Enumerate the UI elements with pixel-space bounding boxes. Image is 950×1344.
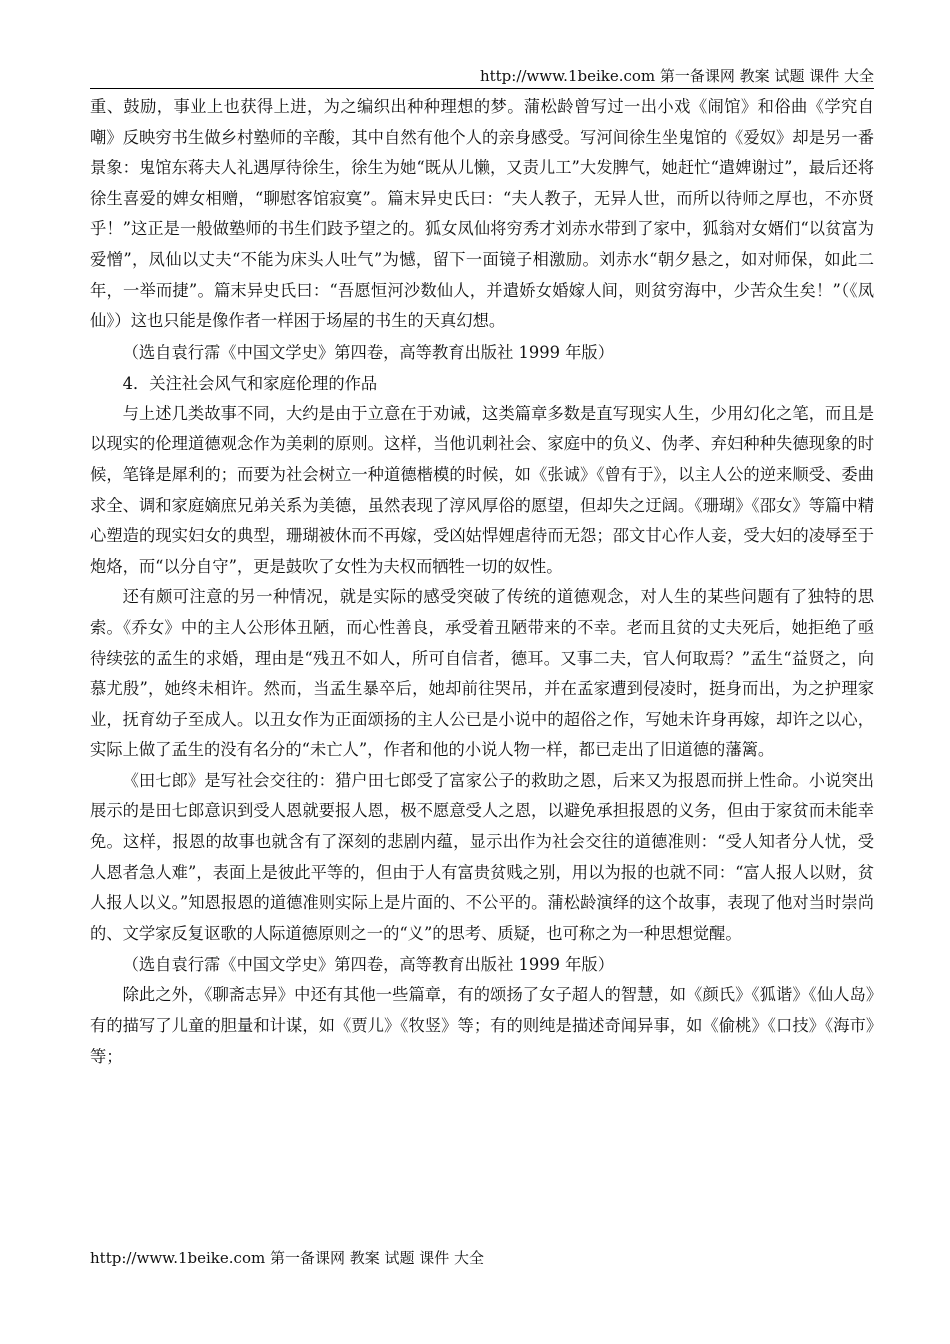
section-heading: 4．关注社会风气和家庭伦理的作品 (122, 373, 378, 393)
page-header: http://www.1beike.com 第一备课网 教案 试题 课件 大全 (479, 67, 874, 85)
paragraph-other-works: 除此之外，《聊斋志异》中还有其他一些篇章，有的颂扬了女子超人的智慧，如《颜氏》《狐谐》《仙人岛》有的描写了儿童的胆量和计谋，如《贾儿》《牧竖》等；有的则纯是描述奇闻异事，如《偷桃》《口技》《海市》等； (90, 985, 874, 1066)
paragraph-continued: 重、鼓励，事业上也获得上进，为之编织出种种理想的梦。蒲松龄曾写过一出小戏《闹馆》和俗曲《学究自嘲》反映穷书生做乡村塾师的辛酸，其中自然有他个人的亲身感受。写河间徐生坐鬼馆的《爱奴》却是另一番景象：鬼馆东蒋夫人礼遇厚待徐生，徐生为她“既从儿懒，又责儿工”大发脾气，她赶忙“遣婢谢过”，最后还将徐生喜爱的婢女相赠，“聊慰客馆寂寞”。篇末异史氏曰：“夫人教子，无异人世，而所以待师之厚也，不亦贤乎！”这正是一般做塾师的书生们跂予望之的。狐女凤仙将穷秀才刘赤水带到了家中，狐翁对女婿们“以贫富为爱憎”，凤仙以丈夫“不能为床头人吐气”为憾，留下一面镜子相激励。刘赤水“朝夕悬之，如对师保，如此二年，一举而捷”。篇末异史氏曰：“吾愿恒河沙数仙人，并遣娇女婚嫁人间，则贫穷海中，少苦众生矣！”（《凤仙》）这也只能是像作者一样困于场屋的书生的天真幻想。 (90, 97, 874, 331)
header-divider (90, 88, 874, 89)
source-citation: （选自袁行霈《中国文学史》第四卷，高等教育出版社 1999 年版） (122, 955, 614, 975)
paragraph-tian-qi-lang: 《田七郎》是写社会交往的：猎户田七郎受了富家公子的救助之恩，后来又为报恩而拼上性命。小说突出展示的是田七郎意识到受人恩就要报人恩，极不愿意受人之恩，以避免承担报恩的义务，但由于家贫而未能幸免。这样，报恩的故事也就含有了深刻的悲剧内蕴，显示出作为社会交往的道德准则：“受人知者分人忧，受人恩者急人难”，表面上是彼此平等的，但由于人有富贵贫贱之别，用以为报的也就不同：“富人报人以财，贫人报人以义。”知恩报恩的道德准则实际上是片面的、不公平的。蒲松龄演绎的这个故事，表现了他对当时崇尚的、文学家反复讴歌的人际道德原则之一的“义”的思考、质疑，也可称之为一种思想觉醒。 (90, 770, 874, 943)
article-body (90, 92, 874, 1072)
paragraph-social-ethics: 与上述几类故事不同，大约是由于立意在于劝诫，这类篇章多数是直写现实人生，少用幻化之笔，而且是以现实的伦理道德观念作为美刺的原则。这样，当他讥刺社会、家庭中的负义、伪孝、弃妇种种失德现象的时候，笔锋是犀利的；而要为社会树立一种道德楷模的时候，如《张诚》《曾有于》，以主人公的逆来顺受、委曲求全、调和家庭嫡庶兄弟关系为美德，虽然表现了淳风厚俗的愿望，但却失之迂阔。《珊瑚》《邵女》等篇中精心塑造的现实妇女的典型，珊瑚被休而不再嫁，受凶姑悍娌虐待而无怨；邵文甘心作人妾，受大妇的凌辱至于炮烙，而“以分自守”，更是鼓吹了女性为夫权而牺牲一切的奴性。 (90, 403, 874, 576)
source-citation: （选自袁行霈《中国文学史》第四卷，高等教育出版社 1999 年版） (122, 342, 614, 362)
page-footer: http://www.1beike.com 第一备课网 教案 试题 课件 大全 (90, 1249, 485, 1267)
paragraph-qiao-nv: 还有颇可注意的另一种情况，就是实际的感受突破了传统的道德观念，对人生的某些问题有了独特的思索。《乔女》中的主人公形体丑陋，而心性善良，承受着丑陋带来的不幸。老而且贫的丈夫死后，她拒绝了亟待续弦的孟生的求婚，理由是“残丑不如人，所可自信者，德耳。又事二夫，官人何取焉？”孟生“益贤之，向慕尤殷”，她终未相许。然而，当孟生暴卒后，她却前往哭吊，并在孟家遭到侵凌时，挺身而出，为之护理家业，抚育幼子至成人。以丑女作为正面颂扬的主人公已是小说中的超俗之作，写她未许身再嫁，却许之以心，实际上做了孟生的没有名分的“未亡人”，作者和他的小说人物一样，都已走出了旧道德的藩篱。 (90, 587, 874, 760)
